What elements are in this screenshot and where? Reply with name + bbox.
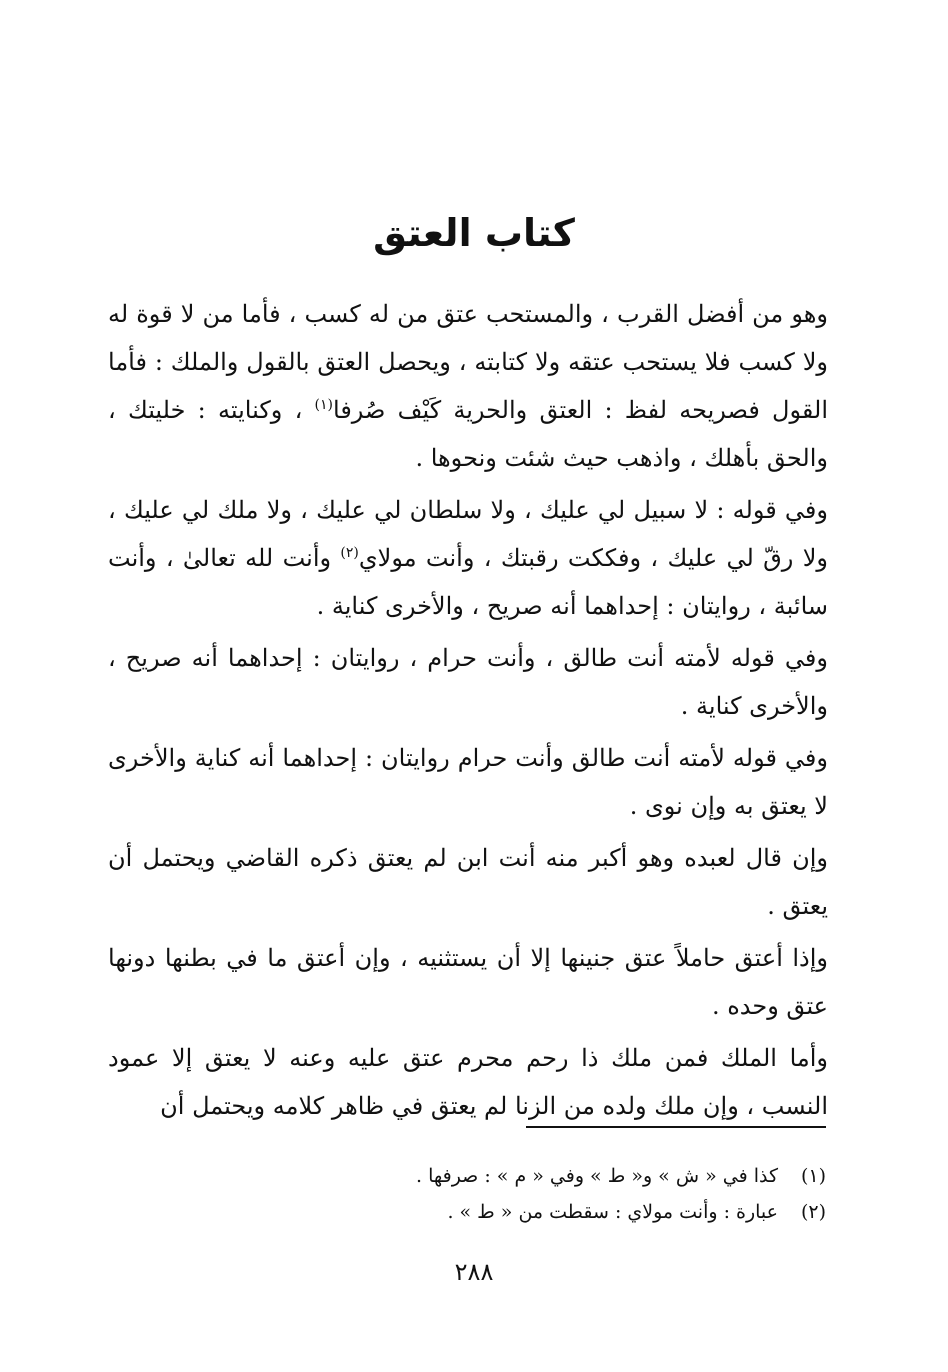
footnotes	[120, 1158, 826, 1230]
paragraph-6	[108, 934, 828, 1030]
chapter-title: كتاب العتق	[373, 211, 575, 255]
footnote-ref-2: (٢)	[340, 545, 359, 561]
footnote-text: كذا في « ش » و« ط » وفي « م » : صرفها .	[415, 1165, 778, 1187]
paragraph-4	[108, 734, 828, 830]
body-text	[108, 290, 828, 1134]
footnote-number: (١)	[800, 1165, 826, 1187]
paragraph-text: وفي قوله : لا سبيل لي عليك ، ولا سلطان لي عليك ، ولا ملك لي عليك ، ولا رقّ لي عليك ، وفككت رقبتك ، وأنت مولاي	[108, 496, 828, 572]
paragraph-1	[108, 290, 828, 482]
paragraph-text: وفي قوله لأمته أنت طالق وأنت حرام روايتان : إحداهما أنه كناية والأخرى لا يعتق به وإن نوى .	[108, 744, 828, 820]
paragraph-2	[108, 486, 828, 630]
footnote-text: عبارة : وأنت مولاي : سقطت من « ط » .	[447, 1201, 778, 1223]
paragraph-3	[108, 634, 828, 730]
paragraph-text: وفي قوله لأمته أنت طالق ، وأنت حرام ، روايتان : إحداهما أنه صريح ، والأخرى كناية .	[108, 644, 828, 720]
paragraph-text: وأما الملك فمن ملك ذا رحم محرم عتق عليه وعنه لا يعتق إلا عمود النسب ، وإن ملك ولده من الزنا لم يعتق في ظاهر كلامه ويحتمل أن	[108, 1044, 828, 1120]
paragraph-text: وهو من أفضل القرب ، والمستحب عتق من له كسب ، فأما من لا قوة له ولا كسب فلا يستحب عتقه ولا كتابته ، ويحصل العتق بالقول والملك : فأما القول فصريحه لفظ : العتق والحرية كَيْف صُرفا	[108, 300, 828, 424]
paragraph-text: وإذا أعتق حاملاً عتق جنينها إلا أن يستثنيه ، وإن أعتق ما في بطنها دونها عتق وحده .	[108, 944, 828, 1020]
page-number: ٢٨٨	[454, 1258, 494, 1286]
paragraph-7	[108, 1034, 828, 1130]
footnote-2	[120, 1194, 826, 1230]
paragraph-text: وإن قال لعبده وهو أكبر منه أنت ابن لم يعتق ذكره القاضي ويحتمل أن يعتق .	[108, 844, 828, 920]
footnote-1	[120, 1158, 826, 1194]
paragraph-5	[108, 834, 828, 930]
footnote-number: (٢)	[800, 1201, 826, 1223]
footnote-divider	[526, 1126, 826, 1128]
paragraph-text-cont: وأنت لله تعالىٰ ، وأنت سائبة ، روايتان : إحداهما أنه صريح ، والأخرى كناية .	[108, 544, 828, 620]
footnote-ref-1: (١)	[314, 397, 334, 413]
paragraph-text-cont: ، وكنايته : خليتك ، والحق بأهلك ، واذهب حيث شئت ونحوها .	[108, 396, 828, 472]
